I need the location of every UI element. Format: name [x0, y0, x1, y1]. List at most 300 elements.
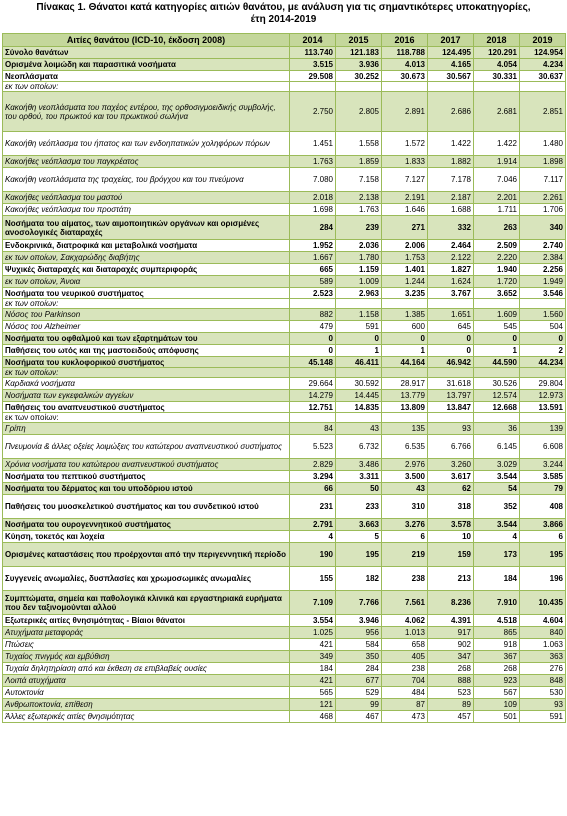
table-row — [3, 591, 566, 615]
cause-label: Άλλες εξωτερικές αιτίες θνησιμότητας — [3, 711, 290, 723]
table-row — [3, 627, 566, 639]
death-count-cell — [382, 368, 428, 378]
death-count-cell: 7.109 — [290, 591, 336, 615]
death-count-cell: 231 — [290, 495, 336, 519]
death-count-cell: 352 — [474, 495, 520, 519]
cause-label: Νοσήματα του οφθαλμού και των εξαρτημάτων του — [3, 333, 290, 345]
death-count-cell: 3.866 — [520, 519, 566, 531]
death-count-cell: 12.973 — [520, 390, 566, 402]
death-count-cell: 704 — [382, 675, 428, 687]
death-count-cell: 195 — [336, 543, 382, 567]
death-count-cell — [336, 299, 382, 309]
death-count-cell: 6.535 — [382, 435, 428, 459]
death-count-cell: 4.062 — [382, 615, 428, 627]
death-count-cell: 13.591 — [520, 402, 566, 413]
death-count-cell: 665 — [290, 264, 336, 276]
cause-label: Κύηση, τοκετός και λοχεία — [3, 531, 290, 543]
cause-label: εκ των οποίων: — [3, 413, 290, 423]
death-count-cell: 46.411 — [336, 357, 382, 368]
cause-label: Νεοπλάσματα — [3, 71, 290, 82]
death-count-cell: 14.279 — [290, 390, 336, 402]
table-row — [3, 321, 566, 333]
death-count-cell: 43 — [382, 483, 428, 495]
table-row — [3, 71, 566, 82]
death-count-cell: 124.495 — [428, 47, 474, 59]
death-count-cell: 340 — [520, 216, 566, 240]
cause-label: Νοσήματα του ουρογεννητικού συστήματος — [3, 519, 290, 531]
death-count-cell: 367 — [474, 651, 520, 663]
death-count-cell: 2.220 — [474, 252, 520, 264]
death-count-cell — [428, 368, 474, 378]
death-count-cell: 468 — [290, 711, 336, 723]
cause-label: Κακοήθες νεόπλασμα του μαστού — [3, 192, 290, 204]
death-count-cell: 1.753 — [382, 252, 428, 264]
death-count-cell: 584 — [336, 639, 382, 651]
death-count-cell: 182 — [336, 567, 382, 591]
death-count-cell: 405 — [382, 651, 428, 663]
death-count-cell: 213 — [428, 567, 474, 591]
death-count-cell: 30.637 — [520, 71, 566, 82]
death-count-cell: 8.236 — [428, 591, 474, 615]
cause-label: Νοσήματα του κυκλοφορικού συστήματος — [3, 357, 290, 368]
death-count-cell: 12.574 — [474, 390, 520, 402]
death-count-cell: 173 — [474, 543, 520, 567]
death-count-cell: 1.780 — [336, 252, 382, 264]
death-count-cell: 7.561 — [382, 591, 428, 615]
header-year: 2018 — [474, 34, 520, 47]
death-count-cell: 457 — [428, 711, 474, 723]
death-count-cell: 2.201 — [474, 192, 520, 204]
table-title — [0, 0, 567, 33]
death-count-cell: 44.590 — [474, 357, 520, 368]
death-count-cell: 7.766 — [336, 591, 382, 615]
death-count-cell: 3.544 — [474, 519, 520, 531]
death-count-cell: 87 — [382, 699, 428, 711]
death-count-cell: 1.159 — [336, 264, 382, 276]
death-count-cell: 1.572 — [382, 132, 428, 156]
death-count-cell: 4.234 — [520, 59, 566, 71]
cause-label: Εξωτερικές αιτίες θνησιμότητας - Βίαιοι θάνατοι — [3, 615, 290, 627]
death-count-cell: 4.054 — [474, 59, 520, 71]
death-count-cell: 3.311 — [336, 471, 382, 483]
cause-label: Αυτοκτονία — [3, 687, 290, 699]
death-count-cell: 2.740 — [520, 240, 566, 252]
death-count-cell: 2.523 — [290, 288, 336, 299]
death-count-cell: 2.006 — [382, 240, 428, 252]
cause-label: Παθήσεις του ωτός και της μαστοειδούς απόφυσης — [3, 345, 290, 357]
death-count-cell: 1.646 — [382, 204, 428, 216]
death-count-cell: 2.256 — [520, 264, 566, 276]
death-count-cell: 10 — [428, 531, 474, 543]
header-year: 2019 — [520, 34, 566, 47]
death-count-cell: 865 — [474, 627, 520, 639]
death-count-cell: 1.451 — [290, 132, 336, 156]
death-count-cell — [474, 299, 520, 309]
death-count-cell: 4 — [474, 531, 520, 543]
death-count-cell: 13.779 — [382, 390, 428, 402]
death-count-cell: 7.178 — [428, 168, 474, 192]
death-count-cell: 2.509 — [474, 240, 520, 252]
death-count-cell: 239 — [336, 216, 382, 240]
death-count-cell: 7.046 — [474, 168, 520, 192]
death-count-cell: 1.025 — [290, 627, 336, 639]
table-row — [3, 216, 566, 240]
death-count-cell: 882 — [290, 309, 336, 321]
death-count-cell: 2.686 — [428, 92, 474, 132]
death-count-cell — [290, 82, 336, 92]
death-count-cell — [290, 368, 336, 378]
death-count-cell: 1 — [382, 345, 428, 357]
death-count-cell: 1.385 — [382, 309, 428, 321]
death-count-cell: 2.036 — [336, 240, 382, 252]
death-count-cell: 28.917 — [382, 378, 428, 390]
death-count-cell: 484 — [382, 687, 428, 699]
death-count-cell: 2.829 — [290, 459, 336, 471]
death-count-cell: 2.187 — [428, 192, 474, 204]
table-row — [3, 651, 566, 663]
death-count-cell: 12.668 — [474, 402, 520, 413]
death-count-cell: 1.651 — [428, 309, 474, 321]
death-count-cell: 0 — [428, 333, 474, 345]
death-count-cell: 30.526 — [474, 378, 520, 390]
death-count-cell: 1.711 — [474, 204, 520, 216]
death-count-cell: 3.546 — [520, 288, 566, 299]
table-row — [3, 132, 566, 156]
death-count-cell: 2.963 — [336, 288, 382, 299]
cause-label: Νοσήματα του πεπτικού συστήματος — [3, 471, 290, 483]
cause-label: Κακοήθες νεόπλασμα του παγκρέατος — [3, 156, 290, 168]
death-count-cell — [474, 413, 520, 423]
death-count-cell: 1.063 — [520, 639, 566, 651]
death-count-cell: 1 — [474, 345, 520, 357]
death-count-cell: 29.508 — [290, 71, 336, 82]
death-count-cell: 1.763 — [290, 156, 336, 168]
death-count-cell: 43 — [336, 423, 382, 435]
title-line-2: έτη 2014-2019 — [250, 14, 317, 25]
death-count-cell: 1.827 — [428, 264, 474, 276]
death-count-cell: 6.766 — [428, 435, 474, 459]
death-count-cell: 118.788 — [382, 47, 428, 59]
death-count-cell: 93 — [520, 699, 566, 711]
death-count-cell: 30.673 — [382, 71, 428, 82]
death-count-cell: 1.952 — [290, 240, 336, 252]
header-year: 2014 — [290, 34, 336, 47]
death-count-cell: 3.294 — [290, 471, 336, 483]
death-count-cell: 2.805 — [336, 92, 382, 132]
death-count-cell — [382, 413, 428, 423]
table-row — [3, 435, 566, 459]
death-count-cell: 113.740 — [290, 47, 336, 59]
table-body — [3, 47, 566, 723]
table-row — [3, 459, 566, 471]
death-count-cell: 2.384 — [520, 252, 566, 264]
death-count-cell: 1.609 — [474, 309, 520, 321]
death-count-cell: 2.976 — [382, 459, 428, 471]
cause-label: Νοσήματα των εγκεφαλικών αγγείων — [3, 390, 290, 402]
death-count-cell: 44.164 — [382, 357, 428, 368]
death-count-cell: 479 — [290, 321, 336, 333]
table-row — [3, 711, 566, 723]
table-row — [3, 357, 566, 368]
death-count-cell: 1.763 — [336, 204, 382, 216]
death-count-cell: 501 — [474, 711, 520, 723]
death-count-cell: 3.235 — [382, 288, 428, 299]
death-count-cell: 44.234 — [520, 357, 566, 368]
death-count-cell: 408 — [520, 495, 566, 519]
death-count-cell: 4.518 — [474, 615, 520, 627]
death-count-cell: 238 — [382, 663, 428, 675]
death-count-cell — [428, 82, 474, 92]
cause-label: Κακοήθη νεοπλάσματα της τραχείας, του βρόγχου και του πνεύμονα — [3, 168, 290, 192]
table-row — [3, 156, 566, 168]
death-count-cell: 421 — [290, 639, 336, 651]
table-row — [3, 639, 566, 651]
table-row — [3, 471, 566, 483]
table-row — [3, 264, 566, 276]
cause-label: Νόσος του Parkinson — [3, 309, 290, 321]
death-count-cell: 30.252 — [336, 71, 382, 82]
death-count-cell: 923 — [474, 675, 520, 687]
cause-label: Νόσος του Alzheimer — [3, 321, 290, 333]
death-count-cell: 6.608 — [520, 435, 566, 459]
table-row — [3, 495, 566, 519]
death-count-cell: 4.604 — [520, 615, 566, 627]
death-count-cell: 2.261 — [520, 192, 566, 204]
cause-label: Κακοήθη νεόπλασμα του ήπατος και των ενδοηπατικών χοληφόρων πόρων — [3, 132, 290, 156]
death-count-cell: 2.750 — [290, 92, 336, 132]
death-count-cell: 1.558 — [336, 132, 382, 156]
cause-label: Ενδοκρινικά, διατροφικά και μεταβολικά νοσήματα — [3, 240, 290, 252]
death-count-cell: 7.080 — [290, 168, 336, 192]
death-count-cell — [520, 413, 566, 423]
death-count-cell: 3.486 — [336, 459, 382, 471]
death-count-cell: 7.910 — [474, 591, 520, 615]
death-count-cell: 3.936 — [336, 59, 382, 71]
death-count-cell: 30.331 — [474, 71, 520, 82]
table-row — [3, 663, 566, 675]
death-count-cell: 7.127 — [382, 168, 428, 192]
death-count-cell: 1.009 — [336, 276, 382, 288]
death-count-cell: 902 — [428, 639, 474, 651]
cause-label: Καρδιακά νοσήματα — [3, 378, 290, 390]
death-count-cell: 0 — [428, 345, 474, 357]
death-count-cell: 3.515 — [290, 59, 336, 71]
death-count-cell: 1.013 — [382, 627, 428, 639]
death-count-cell: 1.688 — [428, 204, 474, 216]
death-count-cell: 347 — [428, 651, 474, 663]
death-count-cell: 0 — [290, 333, 336, 345]
death-count-cell: 545 — [474, 321, 520, 333]
death-count-cell: 1.949 — [520, 276, 566, 288]
death-count-cell: 677 — [336, 675, 382, 687]
death-count-cell: 3.244 — [520, 459, 566, 471]
cause-label: Γρίπη — [3, 423, 290, 435]
death-count-cell: 840 — [520, 627, 566, 639]
header-cause-label: Αιτίες θανάτου (ICD-10, έκδοση 2008) — [3, 34, 290, 47]
cause-label: Πτώσεις — [3, 639, 290, 651]
death-count-cell: 2.851 — [520, 92, 566, 132]
header-year: 2016 — [382, 34, 428, 47]
death-count-cell — [428, 299, 474, 309]
death-count-cell: 3.663 — [336, 519, 382, 531]
death-count-cell: 1 — [336, 345, 382, 357]
death-count-cell: 1.898 — [520, 156, 566, 168]
death-count-cell: 6 — [382, 531, 428, 543]
cause-label: εκ των οποίων: — [3, 82, 290, 92]
death-count-cell: 1.401 — [382, 264, 428, 276]
death-count-cell: 3.767 — [428, 288, 474, 299]
death-count-cell — [382, 299, 428, 309]
cause-label: Πνευμονία & άλλες οξείες λοιμώξεις του κατώτερου αναπνευστικού συστήματος — [3, 435, 290, 459]
death-count-cell: 4.165 — [428, 59, 474, 71]
death-count-cell: 4.013 — [382, 59, 428, 71]
header-year: 2017 — [428, 34, 474, 47]
death-count-cell: 1.422 — [474, 132, 520, 156]
death-count-cell: 529 — [336, 687, 382, 699]
table-row — [3, 378, 566, 390]
death-count-cell: 7.158 — [336, 168, 382, 192]
table-row — [3, 299, 566, 309]
death-count-cell: 645 — [428, 321, 474, 333]
death-count-cell — [336, 368, 382, 378]
death-count-cell: 271 — [382, 216, 428, 240]
death-count-cell: 1.480 — [520, 132, 566, 156]
death-count-cell: 4.391 — [428, 615, 474, 627]
cause-label: εκ των οποίων: — [3, 299, 290, 309]
death-count-cell: 318 — [428, 495, 474, 519]
death-count-cell: 591 — [336, 321, 382, 333]
death-count-cell: 1.859 — [336, 156, 382, 168]
death-count-cell: 284 — [336, 663, 382, 675]
death-count-cell: 195 — [520, 543, 566, 567]
death-count-cell — [520, 299, 566, 309]
death-count-cell: 523 — [428, 687, 474, 699]
death-count-cell: 13.847 — [428, 402, 474, 413]
death-count-cell: 1.158 — [336, 309, 382, 321]
table-row — [3, 92, 566, 132]
death-count-cell: 124.954 — [520, 47, 566, 59]
death-count-cell: 3.260 — [428, 459, 474, 471]
table-row — [3, 192, 566, 204]
table-row — [3, 368, 566, 378]
death-count-cell: 99 — [336, 699, 382, 711]
death-count-cell: 2.191 — [382, 192, 428, 204]
death-count-cell: 284 — [290, 216, 336, 240]
death-count-cell: 3.652 — [474, 288, 520, 299]
cause-label: Συμπτώματα, σημεία και παθολογικά κλινικά και εργαστηριακά ευρήματα που δεν ταξινομούνται αλλού — [3, 591, 290, 615]
cause-label: Συγγενείς ανωμαλίες, δυσπλασίες και χρωμοσωμικές ανωμαλίες — [3, 567, 290, 591]
death-count-cell: 421 — [290, 675, 336, 687]
death-count-cell: 363 — [520, 651, 566, 663]
death-count-cell: 155 — [290, 567, 336, 591]
death-count-cell: 14.835 — [336, 402, 382, 413]
death-count-cell: 29.804 — [520, 378, 566, 390]
death-count-cell: 30.592 — [336, 378, 382, 390]
death-count-cell: 219 — [382, 543, 428, 567]
death-count-cell: 0 — [382, 333, 428, 345]
death-count-cell: 12.751 — [290, 402, 336, 413]
table-row — [3, 543, 566, 567]
death-count-cell: 196 — [520, 567, 566, 591]
table-row — [3, 531, 566, 543]
death-count-cell: 1.422 — [428, 132, 474, 156]
death-count-cell: 233 — [336, 495, 382, 519]
table-header-row — [3, 34, 566, 47]
death-count-cell: 109 — [474, 699, 520, 711]
cause-label: Ορισμένα λοιμώδη και παρασιτικά νοσήματα — [3, 59, 290, 71]
death-count-cell: 0 — [336, 333, 382, 345]
death-count-cell: 121 — [290, 699, 336, 711]
death-count-cell: 84 — [290, 423, 336, 435]
death-count-cell: 1.244 — [382, 276, 428, 288]
death-count-cell — [474, 82, 520, 92]
death-count-cell: 2.791 — [290, 519, 336, 531]
table-row — [3, 390, 566, 402]
death-count-cell: 0 — [474, 333, 520, 345]
table-row — [3, 345, 566, 357]
cause-label: Νοσήματα του νευρικού συστήματος — [3, 288, 290, 299]
cause-label: Λοιπά ατυχήματα — [3, 675, 290, 687]
death-count-cell: 1.914 — [474, 156, 520, 168]
death-count-cell: 2.138 — [336, 192, 382, 204]
cause-label: Ψυχικές διαταραχές και διαταραχές συμπεριφοράς — [3, 264, 290, 276]
death-count-cell: 1.882 — [428, 156, 474, 168]
cause-label: εκ των οποίων, Άνοια — [3, 276, 290, 288]
cause-label: Σύνολο θανάτων — [3, 47, 290, 59]
table-row — [3, 699, 566, 711]
death-count-cell: 918 — [474, 639, 520, 651]
death-count-cell: 467 — [336, 711, 382, 723]
death-count-cell — [474, 368, 520, 378]
death-count-cell: 332 — [428, 216, 474, 240]
death-count-cell: 3.029 — [474, 459, 520, 471]
death-count-cell — [336, 82, 382, 92]
table-row — [3, 675, 566, 687]
death-count-cell: 93 — [428, 423, 474, 435]
death-count-cell: 591 — [520, 711, 566, 723]
death-count-cell — [520, 368, 566, 378]
cause-label: Χρόνια νοσήματα του κατώτερου αναπνευστικού συστήματος — [3, 459, 290, 471]
death-count-cell: 1.720 — [474, 276, 520, 288]
death-count-cell: 46.942 — [428, 357, 474, 368]
death-count-cell: 135 — [382, 423, 428, 435]
table-row — [3, 168, 566, 192]
table-row — [3, 82, 566, 92]
death-count-cell — [428, 413, 474, 423]
death-count-cell — [336, 413, 382, 423]
death-count-cell: 6 — [520, 531, 566, 543]
death-count-cell: 184 — [290, 663, 336, 675]
death-count-cell: 120.291 — [474, 47, 520, 59]
death-count-cell: 2.681 — [474, 92, 520, 132]
death-count-cell: 5 — [336, 531, 382, 543]
death-count-cell: 3.554 — [290, 615, 336, 627]
death-count-cell: 2.464 — [428, 240, 474, 252]
death-count-cell: 888 — [428, 675, 474, 687]
death-count-cell: 349 — [290, 651, 336, 663]
death-count-cell: 7.117 — [520, 168, 566, 192]
death-count-cell: 29.664 — [290, 378, 336, 390]
death-count-cell: 79 — [520, 483, 566, 495]
death-count-cell: 504 — [520, 321, 566, 333]
cause-label: Κακοήθη νεοπλάσματα του παχέος εντέρου, της ορθοσιγμοειδικής συμβολής, του ορθού, του πρωκτού και του πρωκτικού σωλήνα — [3, 92, 290, 132]
death-count-cell: 600 — [382, 321, 428, 333]
death-count-cell: 10.435 — [520, 591, 566, 615]
death-count-cell: 0 — [520, 333, 566, 345]
table-row — [3, 309, 566, 321]
cause-label: Νοσήματα του αίματος, των αιμοποιητικών οργάνων και ορισμένες ανοσολογικές διαταραχές — [3, 216, 290, 240]
death-count-cell: 263 — [474, 216, 520, 240]
